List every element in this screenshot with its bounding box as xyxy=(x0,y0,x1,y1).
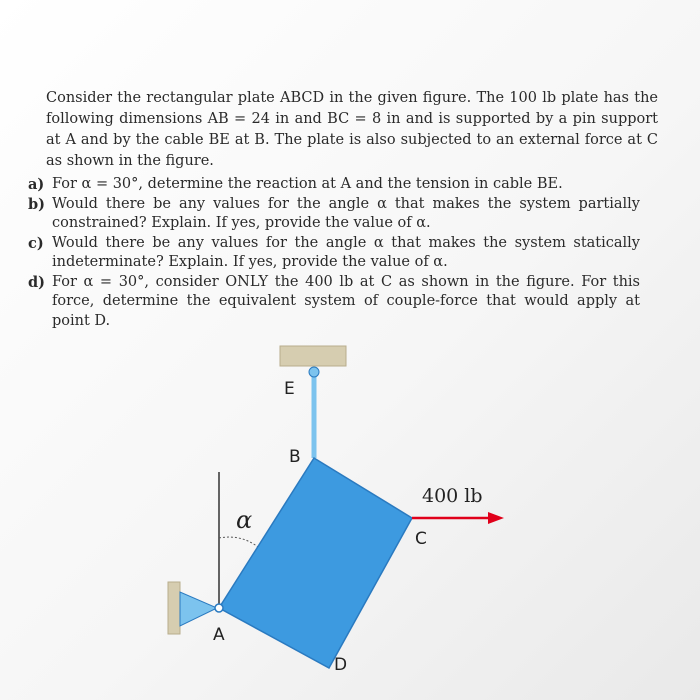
question-text: For α = 30°, determine the reaction at A and the tension in cable BE. xyxy=(52,176,563,192)
question-text: Would there be any values for the angle α that makes the system statically indeterminate? Explain. If yes, provide the value of α. xyxy=(52,234,640,270)
label-c: C xyxy=(415,529,427,549)
angle-arc xyxy=(219,537,258,547)
label-d: D xyxy=(334,655,348,675)
ceiling-support xyxy=(280,346,346,366)
label-alpha: α xyxy=(236,506,253,534)
pin-bracket-a xyxy=(180,592,217,626)
label-force: 400 lb xyxy=(422,485,483,507)
problem-intro: Consider the rectangular plate ABCD in the given figure. The 100 lb plate has the following dimensions AB = 24 in and BC = 8 in and is supported by a pin support at A and by the cable BE at B. The plate is also subjected to an external force at C as shown in the figure. xyxy=(46,90,658,169)
question-letter: a) xyxy=(28,176,45,193)
pin-a xyxy=(215,604,223,612)
force-arrow-head xyxy=(488,512,504,524)
label-b: B xyxy=(289,447,301,467)
question-text: Would there be any values for the angle α that makes the system partially constrained? Explain. If yes, provide the value of α. xyxy=(52,195,640,231)
question-text: For α = 30°, consider ONLY the 400 lb at C as shown in the figure. For this force, determine the equivalent system of couple-force that would apply at point D. xyxy=(52,273,640,329)
plate-abcd xyxy=(219,458,412,668)
label-a: A xyxy=(213,625,225,645)
pin-e xyxy=(309,367,319,377)
question-letter: c) xyxy=(28,234,44,252)
question-letter: d) xyxy=(28,273,45,291)
wall-support xyxy=(168,582,180,634)
label-e: E xyxy=(284,379,295,399)
question-letter: b) xyxy=(28,195,45,213)
